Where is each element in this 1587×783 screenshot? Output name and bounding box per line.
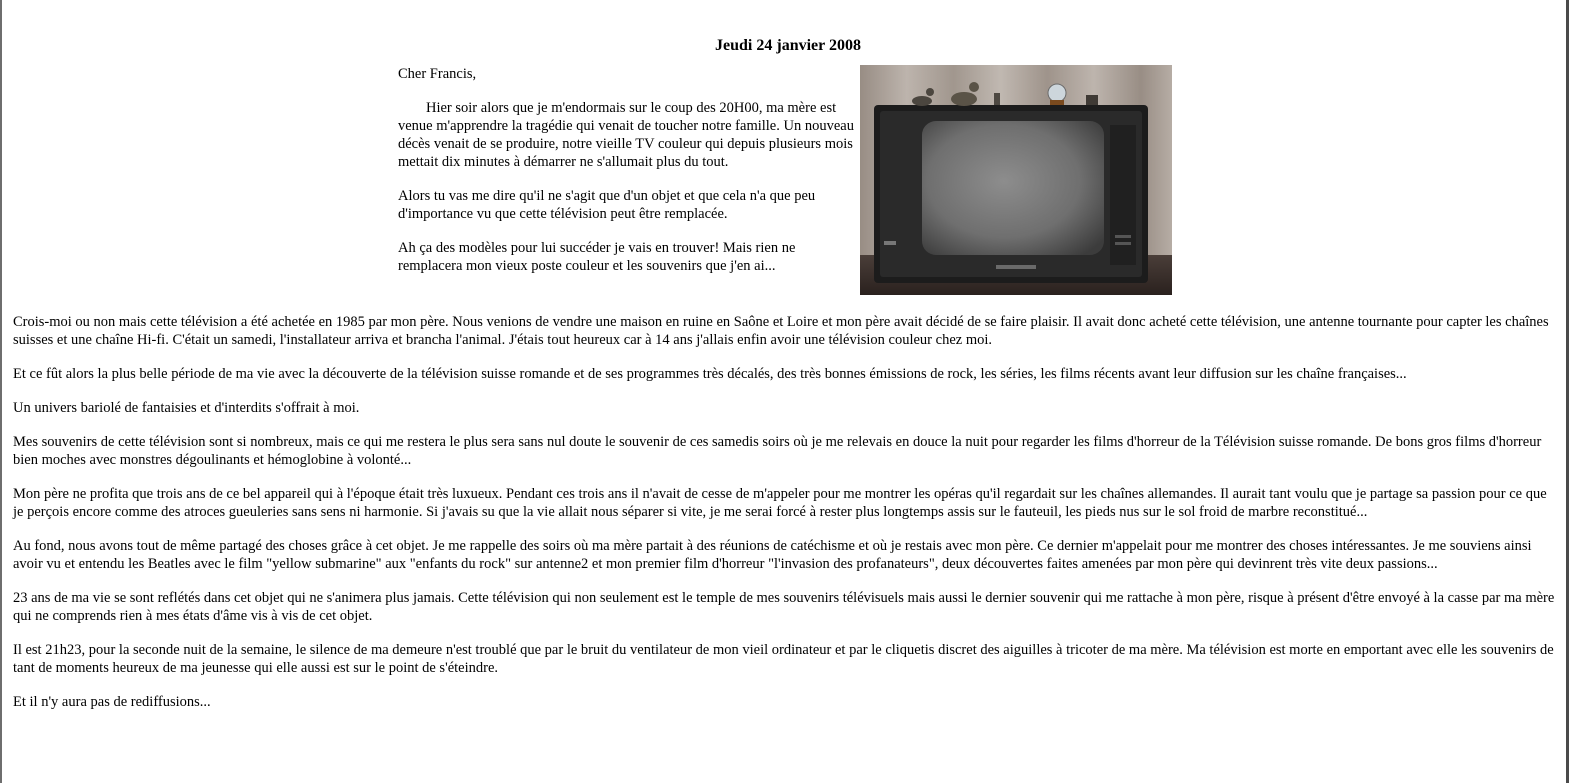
body-paragraph: Et ce fût alors la plus belle période de ma vie avec la découverte de la télévision suisse romande et de ses programmes très décalés, des très bonnes émissions de rock, les séries, les films récents avant leur diffusion sur les chaîne françaises... [13, 366, 1407, 382]
window-left-border [0, 0, 2, 783]
page-title: Jeudi 24 janvier 2008 [715, 37, 861, 54]
intro-paragraph: Alors tu vas me dire qu'il ne s'agit que d'un objet et que cela n'a que peu d'importance vu que cette télévision peut être remplacée. [398, 188, 816, 222]
intro-paragraph: Hier soir alors que je m'endormais sur le coup des 20H00, ma mère est venue m'apprendre la tragédie qui venait de toucher notre famille. Un nouveau décès venait de se produire, notre vieille TV couleur qui depuis plusieurs mois mettait dix minutes à démarrer ne s'allumait plus du tout. [398, 100, 854, 170]
body-paragraph: 23 ans de ma vie se sont reflétés dans cet objet qui ne s'animera plus jamais. Cette télévision qui non seulement est le temple de mes souvenirs télévisuels mais aussi le dernier souvenir qui me rattache à mon père, risque à présent d'être envoyé à la casse par ma mère qui ne comprends rien à mes états d'âme vis à vis de cet objet. [13, 590, 1555, 624]
body-paragraph: Un univers bariolé de fantaisies et d'interdits s'offrait à moi. [13, 400, 360, 416]
body-paragraph: Mes souvenirs de cette télévision sont si nombreux, mais ce qui me restera le plus sera sans nul doute le souvenir de ces samedis soirs où je me relevais en douce la nuit pour regarder les films d'horreur de la Télévision suisse romande. De bons gros films d'horreur bien moches avec monstres dégoulinants et hémoglobine à volonté... [13, 434, 1542, 468]
letter-body [13, 313, 1563, 711]
body-paragraph: Au fond, nous avons tout de même partagé des choses grâce à cet objet. Je me rappelle des soirs où ma mère partait à des réunions de catéchisme et où je restais avec mon père. Ce dernier m'appelait pour me montrer des choses intéressantes. Je me souviens ainsi avoir vu et entendu les Beatles avec le film "yellow submarine" aux "enfants du rock" sur antenne2 et mon premier film d'horreur "l'invasion des profanateurs", deux découvertes faites amenées par mon père qui devinrent très vite deux passions... [13, 538, 1532, 572]
greeting: Cher Francis, [398, 66, 477, 82]
intro-text [398, 65, 858, 291]
body-paragraph: Mon père ne profita que trois ans de ce bel appareil qui à l'époque était très luxueux. Pendant ces trois ans il n'avait de cesse de m'appeler pour me montrer les opéras qu'il regardait sur les chaînes allemandes. Il aurait tant voulu que je partage sa passion pour ce que je perçois encore comme des atroces gueuleries sans sens ni harmonie. Si j'avais su que la vie allait nous séparer si vite, je me serai forcé à rester plus longtemps assis sur le fauteuil, les pieds nus sur le sol froid de marbre reconstitué... [13, 486, 1547, 520]
intro-section [13, 65, 1563, 295]
letter-content [13, 0, 1563, 727]
body-paragraph: Et il n'y aura pas de rediffusions... [13, 694, 211, 710]
body-paragraph: Il est 21h23, pour la seconde nuit de la semaine, le silence de ma demeure n'est troublé que par le bruit du ventilateur de mon vieil ordinateur et par le cliquetis discret des aiguilles à tricoter de ma mère. Ma télévision est morte en emportant avec elle les souvenirs de tant de moments heureux de ma jeunesse qui elle aussi est sur le point de s'éteindre. [13, 642, 1554, 676]
window-right-border [1566, 0, 1569, 783]
television-photo [860, 65, 1172, 295]
body-paragraph: Crois-moi ou non mais cette télévision a été achetée en 1985 par mon père. Nous venions de vendre une maison en ruine en Saône et Loire et mon père avait décidé de se faire plaisir. Il avait donc acheté cette télévision, une antenne tournante pour capter les chaînes suisses et une chaîne Hi-fi. C'était un samedi, l'installateur arriva et brancha l'animal. J'étais tout heureux car à 14 ans j'allais enfin avoir une télévision couleur chez moi. [13, 314, 1549, 348]
intro-paragraph: Ah ça des modèles pour lui succéder je vais en trouver! Mais rien ne remplacera mon vieux poste couleur et les souvenirs que j'en ai... [398, 240, 796, 274]
